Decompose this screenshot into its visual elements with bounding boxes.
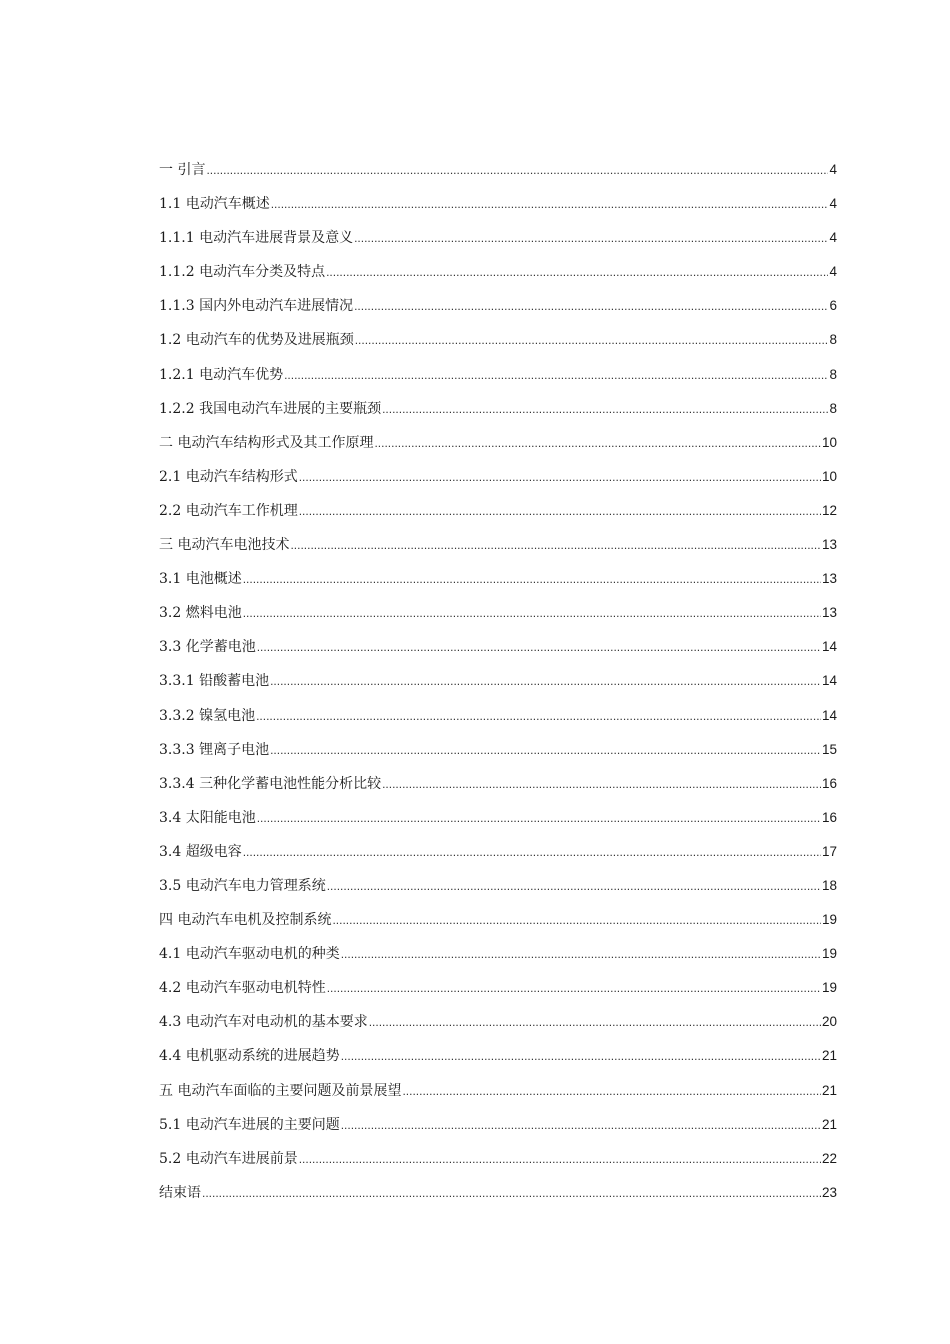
toc-leader-dots: [257, 630, 821, 664]
toc-entry[interactable]: [159, 699, 837, 733]
toc-entry[interactable]: [159, 1142, 837, 1176]
toc-entry-title[interactable]: 1.1.3 国内外电动汽车进展情况: [159, 298, 354, 315]
toc-leader-dots: [354, 221, 828, 255]
toc-entry[interactable]: [159, 460, 837, 494]
toc-entry[interactable]: [159, 289, 837, 323]
toc-entry-page: 19: [821, 912, 837, 928]
toc-entry-page: 21: [821, 1048, 837, 1064]
toc-entry-page: 4: [829, 230, 837, 246]
toc-entry-page: 13: [821, 605, 837, 621]
toc-leader-dots: [299, 1142, 821, 1176]
toc-entry-title[interactable]: 2.2 电动汽车工作机理: [159, 502, 298, 519]
toc-leader-dots: [257, 801, 821, 835]
toc-entry-page: 22: [821, 1150, 837, 1166]
toc-entry[interactable]: [159, 630, 837, 664]
toc-leader-dots: [382, 392, 828, 426]
toc-entry[interactable]: [159, 255, 837, 289]
toc-entry-title[interactable]: 5.2 电动汽车进展前景: [159, 1150, 298, 1167]
toc-leader-dots: [355, 323, 829, 357]
toc-entry-title[interactable]: 3.4 太阳能电池: [159, 809, 256, 826]
toc-leader-dots: [243, 596, 821, 630]
toc-entry-page: 8: [829, 400, 837, 416]
toc-entry-title[interactable]: 三 电动汽车电池技术: [159, 537, 290, 554]
toc-entry-page: 17: [821, 843, 837, 859]
toc-leader-dots: [341, 937, 821, 971]
toc-entry-page: 21: [821, 1116, 837, 1132]
toc-entry-page: 13: [821, 571, 837, 587]
toc-leader-dots: [382, 767, 821, 801]
toc-entry[interactable]: [159, 767, 837, 801]
toc-entry[interactable]: [159, 392, 837, 426]
toc-leader-dots: [326, 255, 828, 289]
toc-entry-page: 19: [821, 980, 837, 996]
toc-entry[interactable]: [159, 937, 837, 971]
toc-entry-title[interactable]: 1.1 电动汽车概述: [159, 196, 270, 213]
toc-leader-dots: [327, 869, 821, 903]
toc-entry[interactable]: [159, 903, 837, 937]
toc-leader-dots: [354, 289, 828, 323]
toc-leader-dots: [202, 1176, 821, 1210]
toc-leader-dots: [256, 699, 821, 733]
toc-leader-dots: [341, 1039, 821, 1073]
toc-entry-title[interactable]: 3.5 电动汽车电力管理系统: [159, 877, 326, 894]
toc-entry-title[interactable]: 1.2.1 电动汽车优势: [159, 366, 284, 383]
toc-leader-dots: [299, 494, 821, 528]
toc-entry-page: 8: [829, 366, 837, 382]
toc-entry-title[interactable]: 3.3.4 三种化学蓄电池性能分析比较: [159, 775, 382, 792]
toc-entry-page: 13: [821, 537, 837, 553]
toc-entry-title[interactable]: 2.1 电动汽车结构形式: [159, 468, 298, 485]
toc-entry[interactable]: [159, 869, 837, 903]
toc-leader-dots: [284, 358, 828, 392]
toc-entry-page: 4: [829, 196, 837, 212]
toc-entry-title[interactable]: 3.3.1 铅酸蓄电池: [159, 673, 270, 690]
toc-entry[interactable]: [159, 733, 837, 767]
toc-leader-dots: [374, 426, 821, 460]
toc-entry-title[interactable]: 3.2 燃料电池: [159, 605, 242, 622]
toc-entry-page: 4: [829, 264, 837, 280]
toc-entry[interactable]: [159, 1005, 837, 1039]
toc-entry-title[interactable]: 3.1 电池概述: [159, 571, 242, 588]
toc-entry-title[interactable]: 五 电动汽车面临的主要问题及前景展望: [159, 1082, 402, 1099]
toc-entry[interactable]: [159, 596, 837, 630]
toc-entry-title[interactable]: 四 电动汽车电机及控制系统: [159, 912, 332, 929]
toc-entry[interactable]: [159, 1108, 837, 1142]
toc-entry-title[interactable]: 1.2.2 我国电动汽车进展的主要瓶颈: [159, 400, 382, 417]
toc-entry[interactable]: [159, 528, 837, 562]
toc-entry[interactable]: [159, 187, 837, 221]
toc-leader-dots: [402, 1074, 821, 1108]
toc-leader-dots: [206, 153, 828, 187]
toc-entry[interactable]: [159, 562, 837, 596]
toc-leader-dots: [290, 528, 821, 562]
toc-entry-title[interactable]: 1.2 电动汽车的优势及进展瓶颈: [159, 332, 354, 349]
toc-entry-title[interactable]: 4.2 电动汽车驱动电机特性: [159, 980, 326, 997]
toc-leader-dots: [341, 1108, 821, 1142]
toc-entry-page: 14: [821, 673, 837, 689]
toc-entry-title[interactable]: 二 电动汽车结构形式及其工作原理: [159, 434, 374, 451]
toc-entry-page: 4: [829, 162, 837, 177]
toc-entry-page: 16: [821, 775, 837, 791]
toc-entry-title[interactable]: 4.4 电机驱动系统的进展趋势: [159, 1048, 340, 1065]
toc-entry-title[interactable]: 结束语: [159, 1184, 201, 1201]
toc-entry-title[interactable]: 3.3.3 锂离子电池: [159, 741, 270, 758]
toc-entry-title[interactable]: 4.3 电动汽车对电动机的基本要求: [159, 1014, 368, 1031]
toc-entry[interactable]: [159, 358, 837, 392]
table-of-contents: [159, 153, 837, 1210]
toc-entry-page: 12: [821, 502, 837, 518]
toc-entry-title[interactable]: 3.4 超级电容: [159, 843, 242, 860]
toc-entry-page: 15: [821, 741, 837, 757]
toc-entry[interactable]: [159, 971, 837, 1005]
toc-entry-title[interactable]: 5.1 电动汽车进展的主要问题: [159, 1116, 340, 1133]
toc-entry[interactable]: [159, 1176, 837, 1210]
toc-leader-dots: [327, 971, 821, 1005]
toc-leader-dots: [243, 562, 821, 596]
toc-entry-page: 6: [829, 298, 837, 314]
toc-entry[interactable]: [159, 801, 837, 835]
toc-leader-dots: [271, 187, 829, 221]
toc-entry[interactable]: [159, 1039, 837, 1073]
toc-entry[interactable]: [159, 323, 837, 357]
toc-entry[interactable]: [159, 426, 837, 460]
toc-entry-page: 21: [821, 1082, 837, 1098]
toc-leader-dots: [270, 664, 821, 698]
toc-entry-page: 14: [821, 639, 837, 655]
toc-leader-dots: [243, 835, 821, 869]
toc-entry-page: 18: [821, 877, 837, 893]
toc-entry-title[interactable]: 3.3 化学蓄电池: [159, 639, 256, 656]
toc-entry[interactable]: [159, 153, 837, 187]
toc-entry-page: 10: [821, 468, 837, 484]
toc-entry-title[interactable]: 4.1 电动汽车驱动电机的种类: [159, 946, 340, 963]
toc-entry-page: 19: [821, 946, 837, 962]
toc-entry-page: 16: [821, 809, 837, 825]
toc-entry-page: 14: [821, 707, 837, 723]
toc-entry[interactable]: [159, 221, 837, 255]
toc-entry-page: 20: [821, 1014, 837, 1030]
toc-leader-dots: [369, 1005, 821, 1039]
toc-entry-title[interactable]: 1.1.2 电动汽车分类及特点: [159, 264, 326, 281]
toc-entry[interactable]: [159, 835, 837, 869]
toc-leader-dots: [332, 903, 821, 937]
toc-entry[interactable]: [159, 664, 837, 698]
toc-entry-page: 23: [821, 1184, 837, 1200]
toc-entry-page: 10: [821, 434, 837, 450]
toc-entry-page: 8: [829, 332, 837, 348]
toc-entry[interactable]: [159, 1074, 837, 1108]
toc-entry-title[interactable]: 3.3.2 镍氢电池: [159, 707, 256, 724]
toc-entry-title[interactable]: 一 引言: [159, 162, 206, 178]
toc-leader-dots: [270, 733, 821, 767]
toc-leader-dots: [299, 460, 821, 494]
toc-entry[interactable]: [159, 494, 837, 528]
toc-entry-title[interactable]: 1.1.1 电动汽车进展背景及意义: [159, 230, 354, 247]
